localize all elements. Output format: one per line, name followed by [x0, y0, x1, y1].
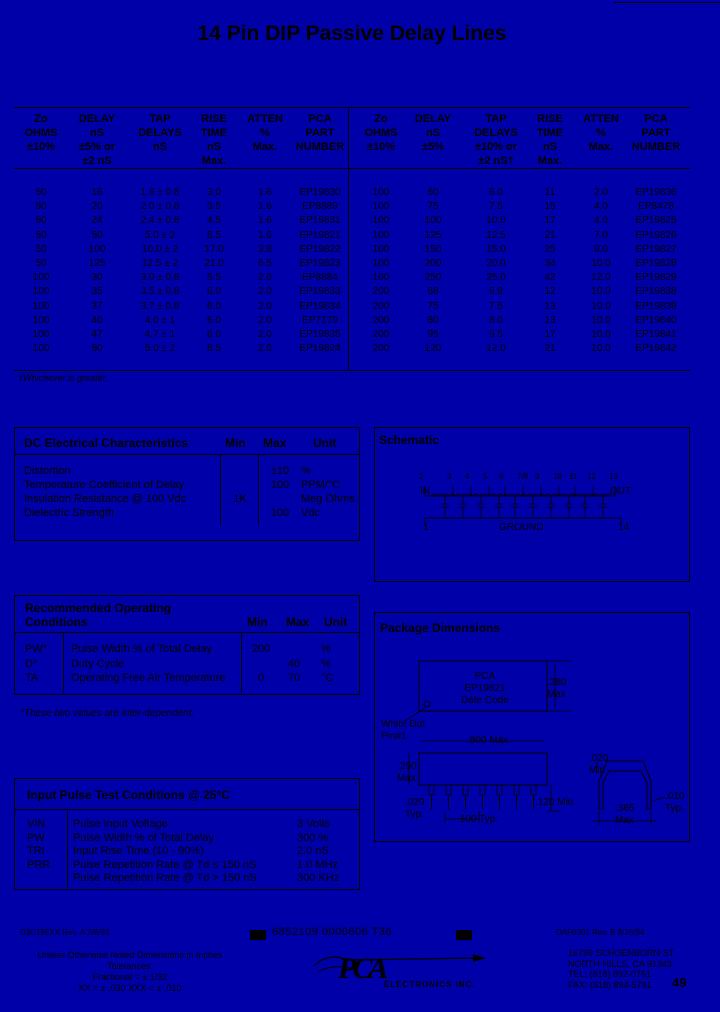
table-cell: 200 [372, 343, 390, 355]
dc-row-label: Temperature Coefficient of Delay [24, 479, 184, 491]
table-cell: 10.0 [591, 329, 611, 341]
pulse-row-sym: VIN [27, 818, 46, 830]
rec-row-unit: % [321, 657, 331, 670]
dim-010: .010 Typ. [665, 791, 685, 814]
pulse-title: Input Pulse Test Conditions @ 25°C [27, 788, 230, 802]
table-cell: 100 [88, 243, 106, 255]
dc-row-unit: PPM/°C [301, 479, 341, 491]
dc-row-min: 1K [233, 493, 247, 505]
table-cell: 2.0 [258, 314, 272, 326]
table-cell: 21 [544, 229, 556, 241]
table-cell: 1.6 [258, 215, 272, 227]
table-cell: EP19824 [299, 343, 341, 355]
table-cell: EP8478 [638, 201, 674, 213]
table-cell: 6.0 [489, 187, 503, 198]
table-cell: 6.0 [207, 329, 221, 341]
table-cell: 250 [424, 272, 442, 284]
table-cell: 200 [424, 258, 442, 270]
rec-min-header: Min [247, 615, 268, 629]
package-dimensions-box [374, 612, 690, 842]
rec-row-sym: TA [25, 672, 39, 684]
logo-electronics: ELECTRONICS INC. [384, 980, 476, 989]
table-cell: 2.0 [258, 272, 272, 284]
package-marking [461, 671, 509, 707]
table-cell: EP8884 [302, 272, 338, 284]
table-cell: 5.0 ± 2 [144, 343, 176, 355]
table-cell: 50 [35, 201, 47, 213]
table-cell: 7.0 [594, 229, 608, 241]
schematic-pin-label: 6 [499, 472, 504, 481]
table-cell: 200 [372, 286, 390, 298]
dc-unit-header: Unit [313, 436, 337, 450]
rec-row-min: 0 [257, 672, 265, 684]
dc-divider-2 [258, 455, 259, 525]
barcode-block-left [250, 930, 266, 940]
dc-row-unit: % [301, 465, 311, 477]
table-cell: 11 [544, 187, 556, 198]
table-cell: 1.6 [258, 201, 272, 213]
left-column-rise [194, 186, 234, 356]
schematic-pin-label: 9 [535, 472, 540, 481]
dc-row-unit: Vdc [301, 507, 320, 519]
barcode-block-right [456, 930, 472, 940]
left-column-atten [242, 186, 288, 356]
right-column-rise [530, 186, 570, 356]
table-cell: 3.5 [207, 201, 221, 213]
table-cell: 2.4 ± 0.8 [140, 215, 180, 227]
pulse-row-label: Pulse Width % of Total Delay [73, 831, 215, 844]
logo-letters: PCA [338, 952, 385, 985]
dc-max-header: Max [263, 436, 287, 450]
table-cell: 12.0 [486, 343, 506, 355]
table-cell: 6.0 [207, 300, 221, 312]
tolerances-label: Tolerances: [106, 961, 154, 971]
dim-100: .100 Typ. [457, 814, 498, 825]
table-cell: EP19839 [635, 300, 677, 312]
table-cell: 100 [372, 201, 390, 213]
table-cell: 150 [424, 243, 442, 255]
table-cell: 25.0 [486, 272, 506, 284]
table-cell: 5.0 ± 2 [144, 229, 176, 241]
table-cell: 9.5 [489, 329, 503, 341]
table-cell: 35 [91, 286, 103, 298]
rec-unit-header: Unit [324, 615, 348, 629]
table-cell: 50 [91, 343, 103, 355]
table-top-rule [14, 107, 690, 108]
right-column-delay [408, 186, 458, 356]
pulse-row-label: Pulse Repetition Rate @ Td > 150 nS [73, 872, 257, 884]
white-dot-label: White Dot Pin#1 [381, 719, 425, 742]
table-cell: 3.5 ± 0.8 [140, 286, 180, 298]
recommended-conditions-box [14, 595, 360, 695]
table-cell: EP19841 [635, 329, 677, 341]
dc-header-rule [15, 454, 359, 455]
schematic-out-label: OUT [610, 486, 632, 497]
schematic-pin-label: 12 [587, 472, 596, 481]
table-cell: 5.5 [207, 272, 221, 284]
left-column-part [290, 186, 350, 356]
table-cell: 95 [427, 329, 439, 341]
table-cell: 200 [372, 329, 390, 341]
table-cell: EP8889 [302, 201, 338, 213]
phone: TEL: (818) 892-0761 [568, 969, 652, 979]
rec-row-unit: % [321, 643, 331, 655]
rec-row-label: Duty Cycle [71, 657, 125, 670]
table-cell: 4.0 [594, 201, 608, 213]
table-cell: 4.5 [207, 215, 221, 227]
rec-note: *These two values are inter-dependent. [20, 708, 195, 719]
doc-number-left: D3C186XX Rev. A 2/8/93 [20, 928, 110, 937]
table-cell: 75 [427, 300, 439, 312]
table-cell: 10.0 [591, 300, 611, 312]
table-cell: 12.5 ± 2 [141, 258, 179, 270]
dim-120: .120 Min [535, 797, 574, 808]
table-cell: EP19827 [635, 243, 677, 255]
table-cell: EP19828 [635, 258, 677, 270]
right-column-part [626, 186, 686, 356]
dim-280: .280 Max [547, 677, 567, 700]
table-cell: 21 [544, 343, 556, 355]
table-cell: 100 [32, 329, 50, 341]
dim-020-typ: .020 Typ. [405, 797, 425, 820]
table-cell: 3.0 [207, 187, 221, 198]
table-cell: 200 [372, 300, 390, 312]
table-cell: 50 [35, 243, 47, 255]
right-header-delay: DELAY nS ±5% [414, 113, 452, 153]
fractional-tolerance: Fractional = ± 1/32 [92, 972, 168, 982]
left-header-atten: ATTEN % Max. [247, 113, 283, 153]
table-cell: 125 [88, 258, 106, 270]
table-bottom-rule [14, 370, 690, 371]
table-cell: 2.0 [594, 187, 608, 198]
table-cell: 100 [372, 243, 390, 255]
table-cell: 100 [372, 187, 390, 198]
dc-row-label: Insulation Resistance @ 100 Vdc [24, 493, 187, 505]
dim-800: .800 Max [467, 735, 509, 746]
table-cell: 100 [32, 286, 50, 298]
table-cell: 100 [372, 258, 390, 270]
input-pulse-box [14, 778, 360, 890]
dc-characteristics-box [14, 427, 360, 541]
table-cell: 17 [544, 215, 556, 227]
rec-divider-min [241, 633, 242, 693]
pulse-row-value: 300 % [297, 831, 329, 844]
rec-row-label: Operating Free Air Temperature [71, 672, 226, 684]
schematic-pin-1: 1 [423, 522, 429, 533]
right-header-tap-delays: TAP DELAYS ±10% or ±2 nS† [474, 113, 518, 167]
table-cell: EP19823 [299, 258, 341, 270]
fax: FAX: (818) 894-5791 [568, 979, 652, 990]
table-cell: EP19836 [635, 187, 677, 198]
table-cell: 4.7 ± 1 [144, 329, 176, 341]
table-cell: 2.0 ± 0.8 [140, 201, 180, 213]
schematic-title: Schematic [379, 433, 440, 447]
table-cell: EP19822 [299, 243, 341, 255]
table-cell: 21.0 [204, 258, 224, 270]
table-cell: 12.0 [591, 272, 611, 284]
table-cell: 50 [91, 229, 103, 241]
table-cell: 100 [32, 300, 50, 312]
dim-250: .250 Max [397, 761, 417, 784]
table-cell: EP19831 [299, 215, 341, 227]
table-cell: 120 [424, 343, 442, 355]
right-header-atten: ATTEN % Max. [583, 113, 619, 153]
table-cell: 10.0 [591, 258, 611, 270]
dc-title: DC Electrical Characteristics [24, 436, 189, 450]
left-column-delay [72, 186, 122, 356]
dc-row-max: 100 [270, 479, 290, 491]
table-cell: 100 [372, 272, 390, 284]
pulse-row-value: 1.0 MHz [297, 858, 338, 871]
table-cell: 50 [35, 258, 47, 270]
package-marking-line-2: EP19821 [464, 683, 506, 694]
table-cell: 24 [91, 215, 103, 227]
table-cell: 100 [372, 229, 390, 241]
table-cell: 6.5 [258, 258, 272, 270]
address-block [568, 948, 676, 990]
table-cell: 10.0 [591, 343, 611, 355]
rec-row-max: 70 [287, 672, 301, 684]
schematic-diagram [375, 428, 689, 581]
address-street: 16799 SCHOENBORN ST. [568, 948, 676, 958]
dim-365: .365 Max [615, 803, 635, 826]
left-header-tap-delays: TAP DELAYS nS [138, 113, 182, 153]
package-marking-line-1: PCA [474, 671, 496, 682]
table-cell: 6.8 [489, 286, 503, 298]
pulse-row-label: Input Rise Time (10 - 90%) [73, 845, 204, 857]
schematic-pin-label: 3 [447, 472, 452, 481]
pulse-row-value: 3 Volts [297, 818, 331, 830]
table-cell: 50 [35, 229, 47, 241]
table-cell: 50 [35, 215, 47, 227]
table-cell: 1.6 [258, 229, 272, 241]
package-marking-line-3: Date Code [461, 695, 509, 706]
right-column-tap [464, 186, 528, 356]
table-cell: 68 [427, 286, 439, 298]
dc-row-max: ±10 [270, 465, 290, 477]
rec-row-label: Pulse Width % of Total Delay [71, 643, 213, 655]
package-title: Package Dimensions [380, 621, 501, 635]
rec-row-min: 200 [251, 643, 271, 655]
table-cell: EP7179 [302, 314, 338, 326]
schematic-pin-14: 14 [618, 522, 630, 533]
schematic-pin-label: 11 [569, 472, 578, 481]
table-cell: 80 [427, 314, 439, 326]
table-cell: 8.5 [207, 343, 221, 355]
table-cell: 100 [424, 215, 442, 227]
table-cell: 10.0 [591, 314, 611, 326]
table-cell: 10.0 [591, 286, 611, 298]
table-cell: 3.7 ± 0.8 [140, 300, 180, 312]
dc-min-header: Min [225, 436, 246, 450]
address-city: NORTH HILLS, CA 91343 [568, 958, 672, 969]
table-cell: 125 [424, 229, 442, 241]
barcode-number: 6852109 0000606 T36 [272, 926, 393, 938]
left-header-zo: Zo OHMS ±10% [24, 113, 58, 153]
table-header-rule [14, 168, 690, 169]
table-cell: 6.0 [207, 286, 221, 298]
table-cell: 4.0 ± 1 [144, 314, 176, 326]
table-cell: 25 [544, 243, 556, 255]
dims-note: Unless Otherwise Noted Dimensions in Inches [37, 950, 223, 960]
rec-row-unit: °C [321, 672, 334, 684]
table-cell: EP19829 [635, 272, 677, 284]
table-cell: 2.0 [258, 343, 272, 355]
right-header-zo: Zo OHMS ±10% [364, 113, 398, 153]
doc-number-right: DAF0301 Rev. B 8/26/94 [556, 928, 645, 937]
tolerance-block [20, 950, 240, 994]
table-cell: 20 [91, 201, 103, 213]
table-cell: EP19826 [635, 229, 677, 241]
schematic-pin-label: 10 [553, 472, 562, 481]
pulse-row-label: Pulse Repetition Rate @ Td ≤ 150 nS [73, 858, 257, 871]
dc-row-label: Distortion [24, 465, 71, 477]
table-cell: 7.5 [489, 300, 503, 312]
table-cell: 3.8 [258, 243, 272, 255]
table-cell: EP19821 [299, 229, 341, 241]
pulse-row-sym: TRI [27, 845, 45, 857]
right-column-atten [578, 186, 624, 356]
table-cell: 100 [32, 272, 50, 284]
left-header-rise-time: RISE TIME nS Max. [200, 113, 228, 167]
table-cell: 17 [544, 329, 556, 341]
schematic-ground-label: GROUND [499, 522, 544, 533]
table-cell: EP19830 [299, 187, 341, 198]
table-cell: EP19825 [635, 215, 677, 227]
table-cell: EP19840 [635, 314, 677, 326]
pulse-divider [67, 810, 68, 888]
page-number: 49 [672, 975, 687, 990]
right-header-pca-part: PCA PART NUMBER [631, 113, 681, 153]
table-cell: 8.0 [594, 243, 608, 255]
table-cell: 8.0 [489, 314, 503, 326]
right-column-zo [360, 186, 402, 356]
table-cell: 47 [91, 329, 103, 341]
table-cell: 100 [32, 314, 50, 326]
schematic-box [374, 427, 690, 582]
table-cell: 20.0 [486, 258, 506, 270]
table-cell: 200 [372, 314, 390, 326]
table-cell: 10.0 ± 2 [141, 243, 179, 255]
table-cell: 15.0 [486, 243, 506, 255]
table-cell: 30 [91, 272, 103, 284]
table-cell: 16 [91, 187, 103, 198]
table-cell: EP19834 [299, 300, 341, 312]
rec-row-sym: PW* [25, 643, 47, 655]
table-cell: 34 [544, 258, 556, 270]
table-cell: 40 [91, 314, 103, 326]
right-header-rise-time: RISE TIME nS Max. [536, 113, 564, 167]
dim-020-min: .020 Min [589, 753, 609, 776]
left-column-zo [20, 186, 62, 356]
dc-row-max: 100 [270, 507, 290, 519]
table-cell: 60 [427, 187, 439, 198]
left-header-pca-part: PCA PART NUMBER [295, 113, 345, 153]
pulse-row-value: 2.0 nS [297, 845, 329, 857]
table-cell: 13 [544, 314, 556, 326]
table-cell: 2.0 [258, 286, 272, 298]
table-cell: 4.0 [594, 215, 608, 227]
pulse-row-label: Pulse Input Voltage [73, 818, 168, 830]
schematic-pin-label: 5 [483, 472, 488, 481]
schematic-pin-label: 2 [419, 472, 424, 481]
rec-row-sym: D* [25, 657, 38, 670]
schematic-in-label: IN [420, 486, 430, 497]
rec-max-header: Max [286, 615, 310, 629]
table-cell: 1.6 [258, 187, 272, 198]
table-cell: EP19835 [299, 329, 341, 341]
table-cell: 10.0 [486, 215, 506, 227]
table-cell: 100 [372, 215, 390, 227]
table-cell: 1.6 ± 0.8 [140, 187, 180, 198]
pulse-row-sym: PRR [27, 858, 51, 871]
table-cell: 7.5 [489, 201, 503, 213]
rec-title: Recommended Operating Conditions [25, 601, 172, 629]
page-title: 14 Pin DIP Passive Delay Lines [197, 22, 507, 45]
pulse-row-value: 300 KHz [297, 872, 340, 884]
table-cell: 3.0 ± 0.8 [140, 272, 180, 284]
table-cell: EP19838 [635, 286, 677, 298]
rec-header-rule [15, 632, 359, 633]
table-cell: 100 [32, 343, 50, 355]
table-cell: 13 [544, 300, 556, 312]
decimal-tolerance: XX = ± .030 XXX = ± .010 [78, 983, 182, 993]
left-column-tap [128, 186, 192, 356]
table-cell: 75 [427, 201, 439, 213]
left-header-delay: DELAY nS ±5% or ±2 nS [78, 113, 116, 167]
table-cell: 12 [544, 286, 556, 298]
table-cell: 2.0 [258, 300, 272, 312]
rec-row-max: 40 [287, 657, 301, 670]
table-cell: 15 [544, 201, 556, 213]
dc-row-unit: Meg Ohms [301, 493, 355, 505]
dc-row-label: Dielectric Strength [24, 507, 114, 519]
table-cell: EP19842 [635, 343, 677, 355]
rec-divider-sym [63, 633, 64, 693]
top-edge-line [614, 2, 720, 3]
table-cell: 37 [91, 300, 103, 312]
table-cell: 2.0 [258, 329, 272, 341]
table-cell: 17.0 [204, 243, 224, 255]
dc-divider-1 [220, 455, 221, 525]
schematic-pin-label: 7/8 [517, 472, 529, 481]
table-footnote: †Whichever is greater. [18, 373, 108, 383]
table-cell: 6.0 [207, 314, 221, 326]
table-cell: EP19833 [299, 286, 341, 298]
table-cell: 12.5 [486, 229, 506, 241]
schematic-pin-label: 13 [609, 472, 618, 481]
table-cell: 42 [544, 272, 556, 284]
pulse-row-sym: PW [27, 831, 45, 844]
table-cell: 8.5 [207, 229, 221, 241]
schematic-pin-label: 4 [465, 472, 470, 481]
table-cell: 50 [35, 187, 47, 198]
